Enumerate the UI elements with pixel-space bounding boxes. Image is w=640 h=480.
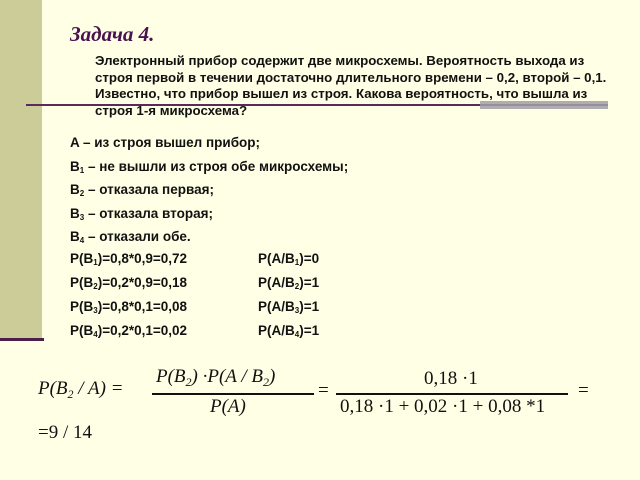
formula-numerator-1: $P(B_2) \cdot P(A / B_2)$: [156, 366, 276, 389]
definition-a: A – из строя вышел прибор;: [70, 135, 261, 150]
formula-result: =9 / 14: [38, 422, 92, 443]
probabilities-table: [70, 250, 320, 346]
formula-numerator-2: 0,18 ·1: [424, 368, 478, 389]
probability-row: $P(B_4)=0,2*0,1=0,02$ $P(A/B_4)=1$: [70, 323, 320, 339]
sidebar-underline: [0, 338, 44, 341]
definition-b3: $B_3$ – отказала вторая;: [70, 205, 213, 222]
probability-row: $P(B_1)=0,8*0,9=0,72$ $P(A/B_1)=0$: [70, 251, 320, 267]
formula-equals-2: =: [318, 380, 329, 401]
fraction-bar-2: [336, 393, 568, 395]
fraction-bar-1: [152, 393, 314, 395]
bayes-formula: [38, 366, 638, 456]
probability-row: $P(B_3)=0,8*0,1=0,08$ $P(A/B_3)=1$: [70, 299, 320, 315]
definitions-list: [70, 134, 348, 252]
formula-lhs: $P(B_2 / A)$ =: [38, 378, 124, 401]
definition-b1: $B_1$ – не вышли из строя обе микросхемы;: [70, 158, 349, 175]
definition-b4: $B_4$ – отказали обе.: [70, 229, 191, 245]
probability-row: $P(B_2)=0,2*0,9=0,18$ $P(A/B_2)=1$: [70, 275, 320, 291]
formula-equals-3: =: [578, 380, 589, 401]
formula-denominator-1: P(A): [210, 396, 246, 417]
problem-statement: Электронный прибор содержит две микросхемы. Вероятность выхода из строя первой в течении достаточно длительного времени – 0,2, второй – 0,1. Известно, что прибор вышел из строя. Какова вероятность, что вышла из строя 1-я микросхема?: [95, 53, 607, 118]
slide-sidebar-bar: [0, 0, 42, 340]
formula-denominator-2: 0,18 ·1 + 0,02 ·1 + 0,08 *1: [340, 396, 546, 417]
slide-title: Задача 4.: [70, 22, 155, 46]
definition-b2: $B_2$ – отказала первая;: [70, 182, 214, 198]
